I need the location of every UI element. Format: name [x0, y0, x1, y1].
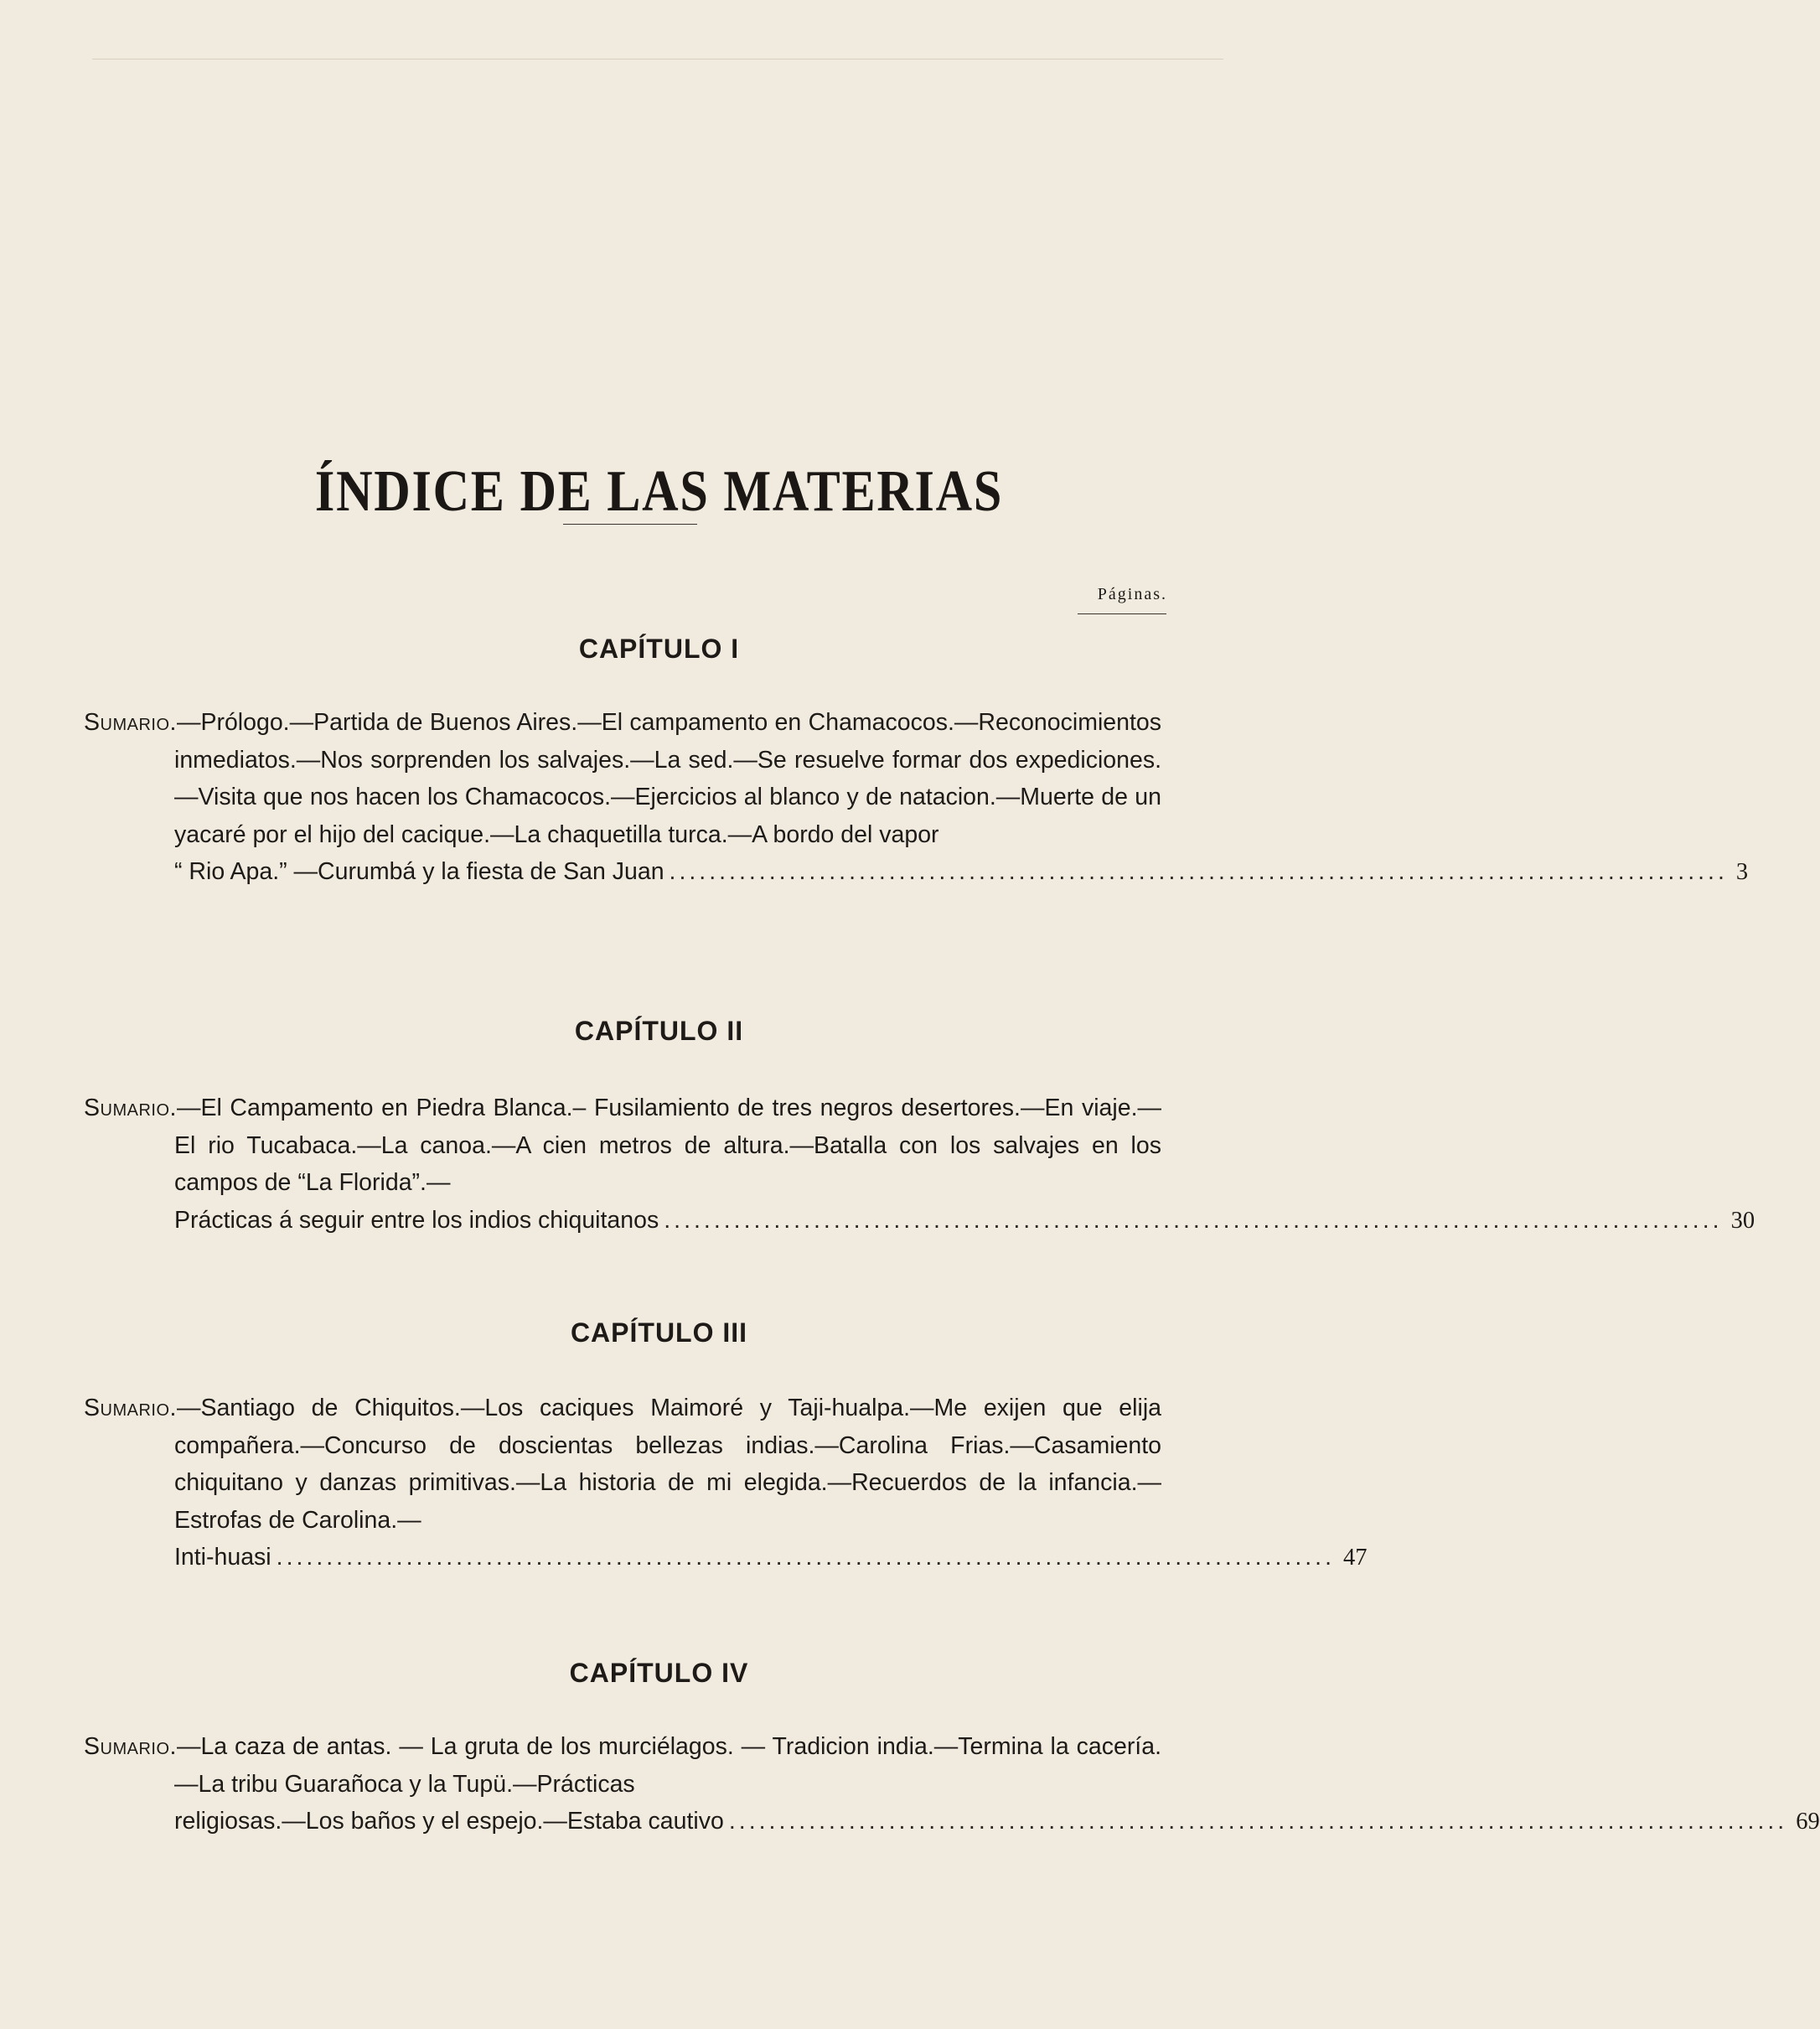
page-number[interactable]: 47 [1343, 1545, 1368, 1571]
page-title: ÍNDICE DE LAS MATERIAS [314, 458, 1004, 524]
chapter-summary-3 [84, 1390, 1368, 1577]
pages-column-label: Páginas. [1097, 585, 1167, 603]
pages-column-rule [1078, 613, 1166, 614]
summary-last-line [84, 853, 1749, 892]
running-head-rule [92, 59, 1223, 60]
dot-leader: .......................................................................................................... [669, 858, 1728, 885]
chapter-heading-3 [0, 1317, 1318, 1348]
summary-label: Sumario. [84, 709, 177, 736]
chapter-summary-1 [84, 704, 1749, 892]
chapter-title: CAPÍTULO III [570, 1317, 748, 1348]
summary-last-line [84, 1803, 1820, 1841]
summary-label: Sumario. [84, 1733, 177, 1760]
chapter-heading-2 [0, 1016, 1318, 1047]
summary-label: Sumario. [84, 1095, 177, 1121]
chapter-summary-2 [84, 1090, 1755, 1240]
summary-last-line [84, 1202, 1755, 1240]
chapter-heading-4 [0, 1658, 1318, 1689]
summary-last-line [84, 1539, 1368, 1577]
summary-last-text: religiosas.—Los baños y el espejo.—Estaba cautivo [174, 1808, 724, 1835]
summary-body: —Prólogo.—Partida de Buenos Aires.—El campamento en Chamacocos.—Reconocimientos inmediatos.—Nos sorprenden los salvajes.—La sed.—Se resuelve formar dos expediciones.—Visita que nos hacen los Chamacocos.—Ejercicios al blanco y de natacion.—Muerte de un yacaré por el hijo del cacique.—La chaquetilla turca.—A bordo del vapor [174, 709, 1161, 848]
summary-text [84, 1728, 1161, 1803]
chapter-title: CAPÍTULO I [578, 634, 740, 664]
chapter-heading-1 [0, 634, 1318, 665]
summary-text [84, 704, 1161, 853]
summary-body: —La caza de antas. — La gruta de los murciélagos. — Tradicion india.—Termina la cacería.—La tribu Guarañoca y la Tupü.—Prácticas [174, 1733, 1161, 1798]
dot-leader: .......................................................................................................... [728, 1808, 1788, 1835]
chapter-title: CAPÍTULO IV [569, 1658, 749, 1688]
chapter-summary-4 [84, 1728, 1820, 1841]
dot-leader: .......................................................................................................... [664, 1206, 1723, 1234]
page-number[interactable]: 30 [1730, 1207, 1755, 1234]
summary-body: —El Campamento en Piedra Blanca.– Fusilamiento de tres negros desertores.—En viaje.—El rio Tucabaca.—La canoa.—A cien metros de altura.—Batalla con los salvajes en los campos de “La Florida”.— [174, 1095, 1161, 1196]
summary-last-text: “ Rio Apa.” —Curumbá y la fiesta de San Juan [174, 858, 664, 885]
page-number[interactable]: 69 [1796, 1809, 1820, 1835]
summary-text [84, 1090, 1161, 1202]
chapter-title: CAPÍTULO II [574, 1016, 744, 1046]
summary-last-text: Prácticas á seguir entre los indios chiquitanos [174, 1206, 659, 1234]
summary-last-text: Inti-huasi [174, 1544, 271, 1571]
summary-text [84, 1390, 1161, 1539]
dot-leader: .......................................................................................................... [276, 1544, 1335, 1571]
summary-label: Sumario. [84, 1395, 177, 1421]
page-number[interactable]: 3 [1735, 859, 1749, 885]
summary-body: —Santiago de Chiquitos.—Los caciques Maimoré y Taji-hualpa.—Me exijen que elija compañera.—Concurso de doscientas bellezas indias.—Carolina Frias.—Casamiento chiquitano y danzas primitivas.—La historia de mi elegida.—Recuerdos de la infancia.—Estrofas de Carolina.— [174, 1395, 1161, 1534]
title-underline [563, 524, 697, 525]
